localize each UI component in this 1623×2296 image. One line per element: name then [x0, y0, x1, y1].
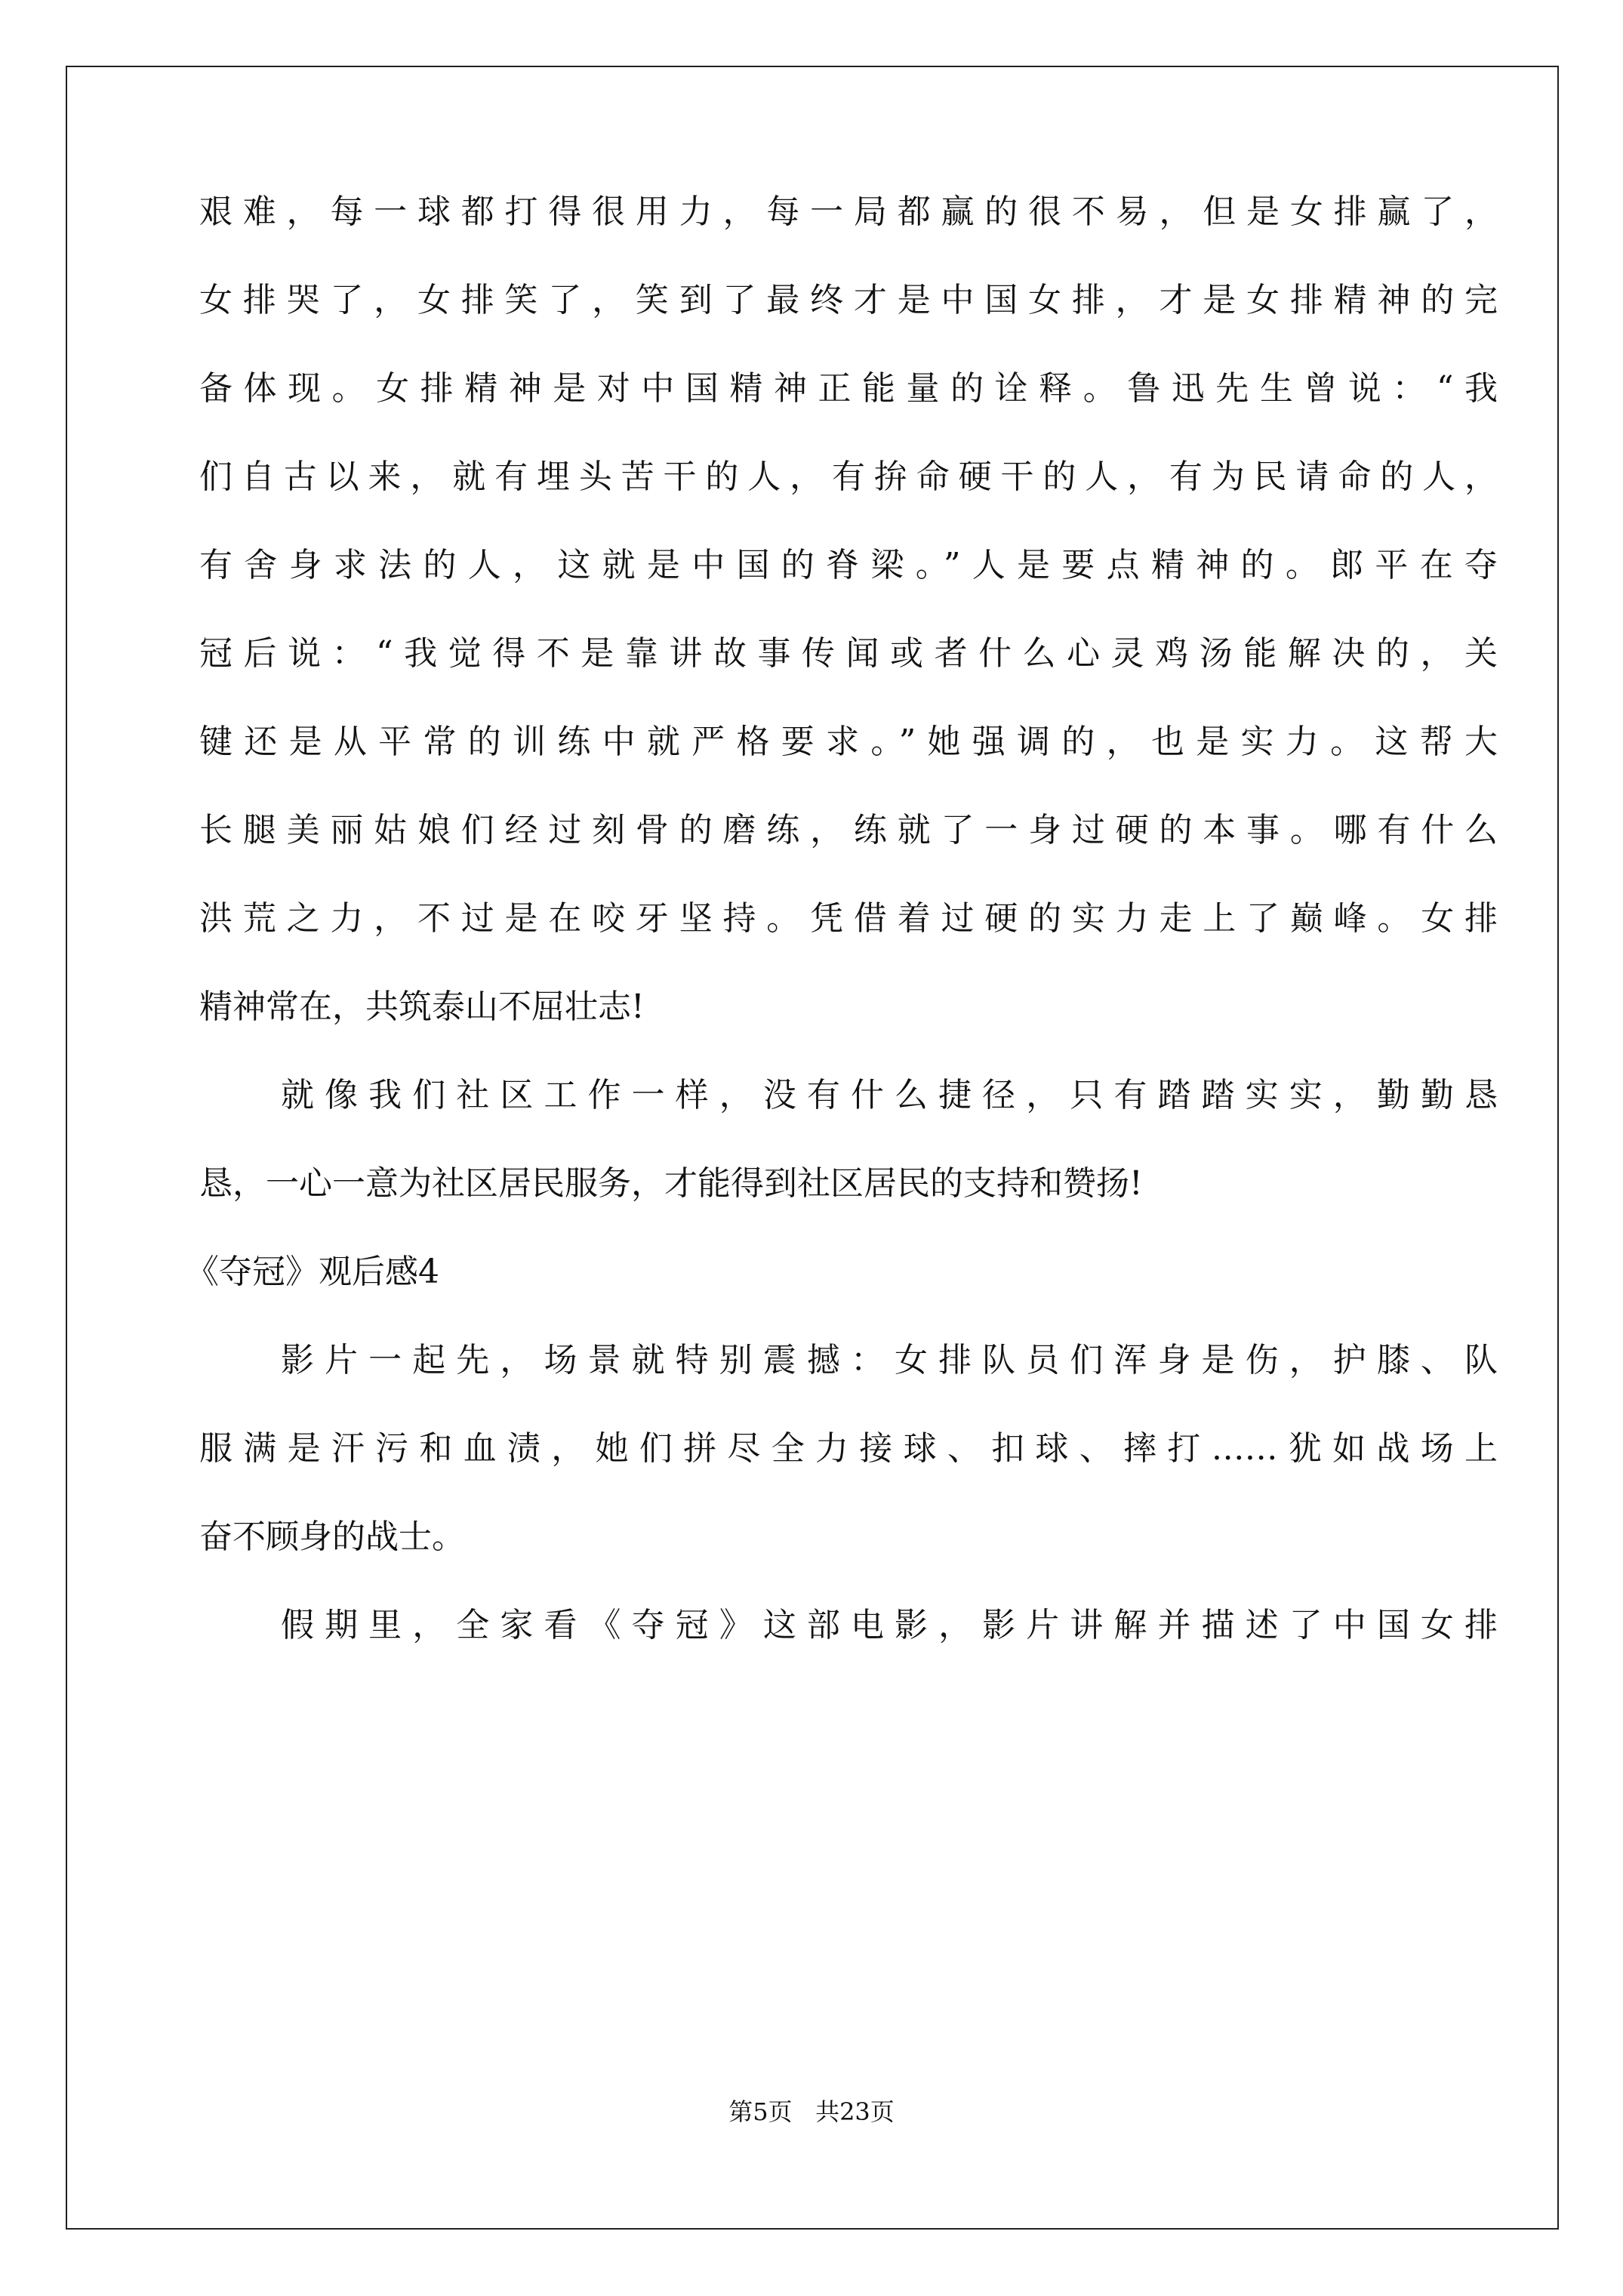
- page-number-footer: 第5页 共23页: [728, 2097, 895, 2126]
- paragraph-line: 冠后说：“我觉得不是靠讲故事传闻或者什么心灵鸡汤能解决的，关: [199, 634, 1498, 673]
- paragraph-line: 长腿美丽姑娘们经过刻骨的磨练，练就了一身过硬的本事。哪有什么: [199, 811, 1498, 849]
- section-heading: 《夺冠》观后感4: [186, 1253, 439, 1291]
- paragraph-line: 女排哭了，女排笑了，笑到了最终才是中国女排，才是女排精神的完: [199, 281, 1498, 319]
- paragraph-line: 有舍身求法的人，这就是中国的脊梁。”人是要点精神的。郎平在夺: [199, 546, 1498, 584]
- paragraph-line: 奋不顾身的战士。: [199, 1518, 465, 1556]
- paragraph-line: 精神常在，共筑泰山不屈壮志!: [199, 988, 645, 1026]
- paragraph-line: 洪荒之力，不过是在咬牙坚持。凭借着过硬的实力走上了巅峰。女排: [199, 899, 1498, 938]
- paragraph-line: 备体现。女排精神是对中国精神正能量的诠释。鲁迅先生曾说：“我: [199, 369, 1498, 408]
- paragraph-line: 就像我们社区工作一样，没有什么捷径，只有踏踏实实，勤勤恳: [281, 1076, 1498, 1114]
- paragraph-line: 影片一起先，场景就特别震撼：女排队员们浑身是伤，护膝、队: [281, 1341, 1498, 1379]
- paragraph-line: 服满是汗污和血渍，她们拼尽全力接球、扣球、摔打……犹如战场上: [199, 1429, 1498, 1468]
- paragraph-line: 键还是从平常的训练中就严格要求。”她强调的，也是实力。这帮大: [199, 723, 1498, 761]
- paragraph-line: 们自古以来，就有埋头苦干的人，有拚命硬干的人，有为民请命的人，: [199, 458, 1498, 496]
- paragraph-line: 假期里，全家看《夺冠》这部电影，影片讲解并描述了中国女排: [281, 1606, 1498, 1644]
- paragraph-line: 艰难，每一球都打得很用力，每一局都赢的很不易，但是女排赢了，: [199, 193, 1498, 231]
- document-body: [186, 192, 1498, 1693]
- paragraph-line: 恳，一心一意为社区居民服务，才能得到社区居民的支持和赞扬!: [199, 1164, 1143, 1203]
